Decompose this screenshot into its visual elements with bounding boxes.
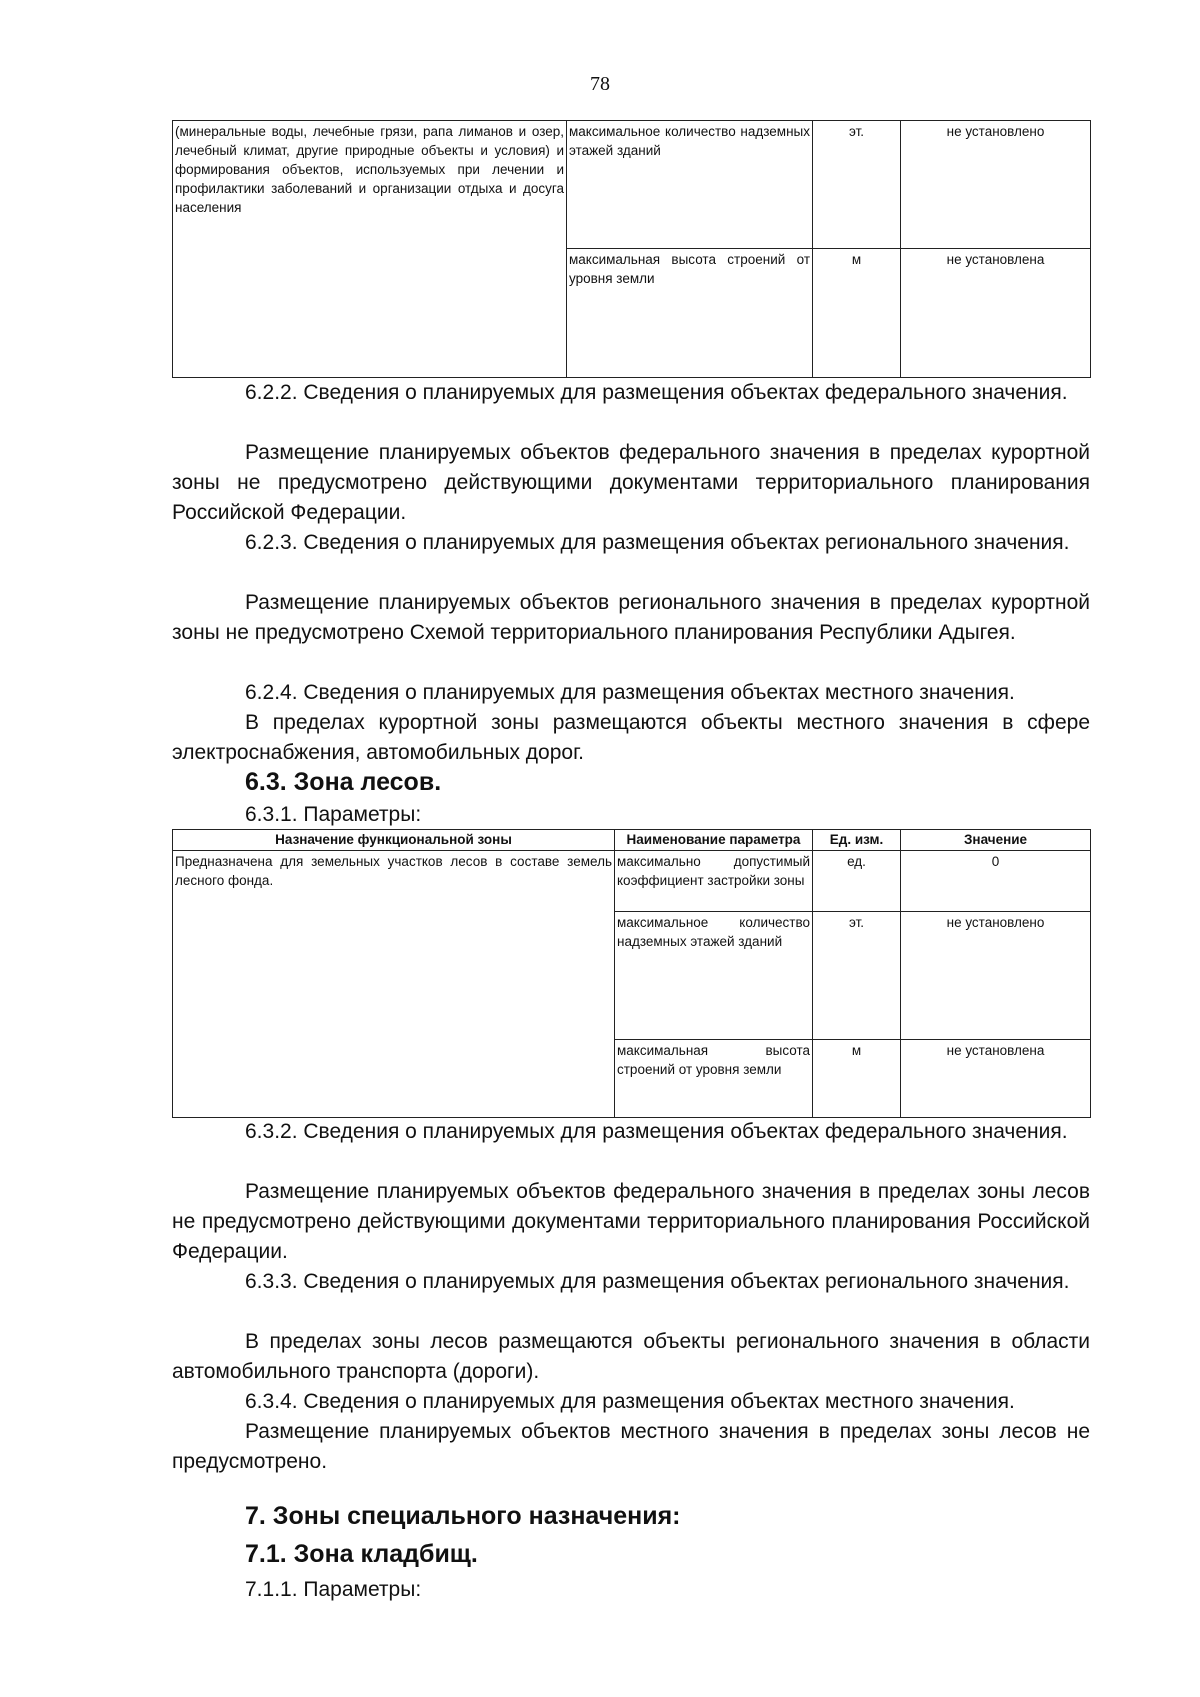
section-6-3-3-body: В пределах зоны лесов размещаются объекты регионального значения в области автомобильного транспорта (дороги). [172, 1330, 1090, 1383]
header-param-name: Наименование параметра [615, 830, 813, 851]
page-number: 78 [590, 73, 610, 95]
section-6-3-2-body: Размещение планируемых объектов федерального значения в пределах зоны лесов не предусмотрено действующими документами территориального планирования Российской Федерации. [172, 1180, 1090, 1263]
zone-purpose-cell: (минеральные воды, лечебные грязи, рапа лиманов и озер, лечебный климат, другие природные объекты и условия) и формирования объектов, используемых при лечении и профилактики заболеваний и организации отдыха и досуга населения [173, 121, 567, 378]
param-name-cell: максимально допустимый коэффициент застройки зоны [615, 851, 813, 912]
resort-zone-params-table [172, 120, 1091, 378]
value-cell: не установлена [901, 1040, 1091, 1118]
unit-cell: эт. [813, 121, 901, 249]
value-cell: не установлено [901, 121, 1091, 249]
header-value: Значение [901, 830, 1091, 851]
section-6-2-2-body: Размещение планируемых объектов федерального значения в пределах курортной зоны не предусмотрено действующими документами территориального планирования Российской Федерации. [172, 441, 1090, 524]
header-unit: Ед. изм. [813, 830, 901, 851]
value-cell: не установлено [901, 912, 1091, 1040]
value-cell: 0 [901, 851, 1091, 912]
value-cell: не установлена [901, 249, 1091, 378]
param-name-cell: максимальная высота строений от уровня земли [567, 249, 813, 378]
header-zone-purpose: Назначение функциональной зоны [173, 830, 615, 851]
heading-7-1: 7.1. Зона кладбищ. [245, 1540, 478, 1568]
section-6-3-2-title: 6.3.2. Сведения о планируемых для размещения объектах федерального значения. [245, 1120, 1068, 1143]
section-6-2-2-title: 6.2.2. Сведения о планируемых для размещения объектах федерального значения. [245, 381, 1068, 404]
heading-6-3: 6.3. Зона лесов. [245, 768, 442, 796]
section-6-2-4-title: 6.2.4. Сведения о планируемых для размещения объектах местного значения. [245, 681, 1015, 704]
param-name-cell: максимальная высота строений от уровня земли [615, 1040, 813, 1118]
section-6-3-3-title: 6.3.3. Сведения о планируемых для размещения объектах регионального значения. [245, 1270, 1070, 1293]
section-6-2-3-title: 6.2.3. Сведения о планируемых для размещения объектах регионального значения. [245, 531, 1070, 554]
section-6-3-4-body: Размещение планируемых объектов местного значения в пределах зоны лесов не предусмотрено. [172, 1420, 1090, 1473]
unit-cell: м [813, 249, 901, 378]
unit-cell: ед. [813, 851, 901, 912]
section-6-2-4-body: В пределах курортной зоны размещаются объекты местного значения в сфере электроснабжения, автомобильных дорог. [172, 711, 1090, 764]
zone-purpose-cell: Предназначена для земельных участков лесов в составе земель лесного фонда. [173, 851, 615, 1118]
unit-cell: м [813, 1040, 901, 1118]
forest-zone-params-table [172, 829, 1091, 1118]
section-6-3-4-title: 6.3.4. Сведения о планируемых для размещения объектах местного значения. [245, 1390, 1015, 1413]
section-6-2-3-body: Размещение планируемых объектов регионального значения в пределах курортной зоны не предусмотрено Схемой территориального планирования Республики Адыгея. [172, 591, 1090, 644]
param-name-cell: максимальное количество надземных этажей зданий [567, 121, 813, 249]
heading-7: 7. Зоны специального назначения: [245, 1502, 681, 1530]
param-name-cell: максимальное количество надземных этажей зданий [615, 912, 813, 1040]
unit-cell: эт. [813, 912, 901, 1040]
heading-6-3-1: 6.3.1. Параметры: [245, 803, 422, 826]
heading-7-1-1: 7.1.1. Параметры: [245, 1578, 422, 1601]
